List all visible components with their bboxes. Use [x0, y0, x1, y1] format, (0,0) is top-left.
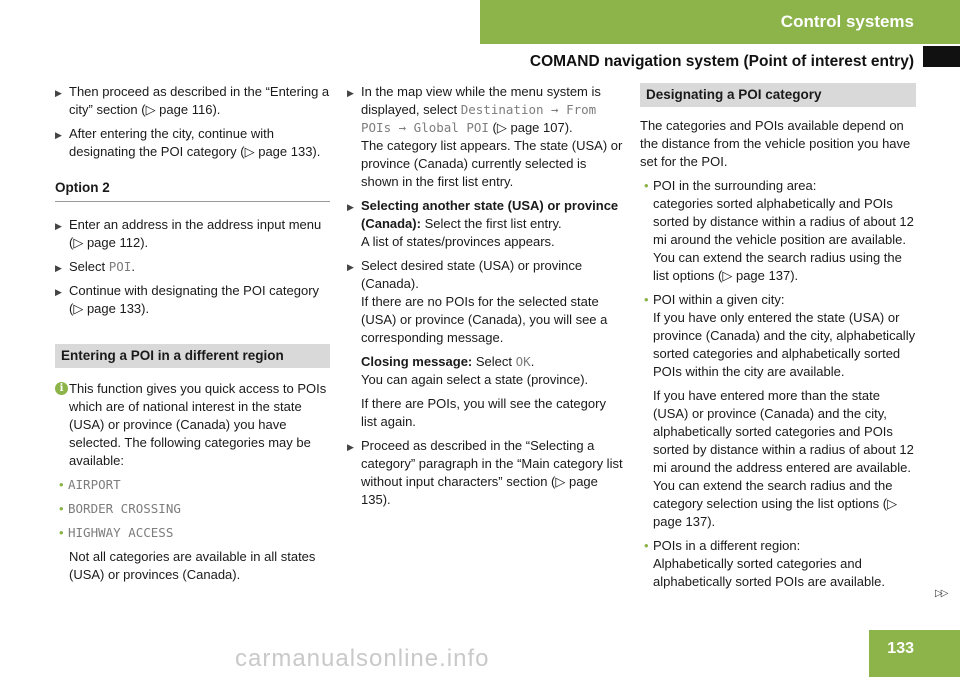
list-item	[640, 291, 916, 531]
list-item-text: If you have only entered the state (USA) or province (Canada) and the city, alphabetically sorted categories and alphabetically sorted POIs within the city are available.	[653, 310, 916, 379]
step-arrow-icon: ▶	[347, 442, 354, 452]
step-item	[55, 125, 330, 161]
step-text: .	[530, 354, 535, 369]
step-text: After entering the city, continue with designating the POI category (▷ page 133).	[69, 126, 321, 159]
column-middle	[347, 83, 625, 515]
list-item	[640, 177, 916, 285]
step-bold-label: Selecting another state (USA) or province (Canada):	[361, 198, 619, 231]
step-item	[55, 216, 330, 252]
section-heading: Designating a POI category	[640, 83, 916, 107]
step-arrow-icon: ▶	[55, 88, 62, 98]
step-arrow-icon: ▶	[347, 202, 354, 212]
step-text: In the map view while the menu system is displayed, select	[361, 84, 601, 117]
menu-item-code: OK	[515, 354, 531, 369]
step-item	[55, 83, 330, 119]
list-item-text: Alphabetically sorted categories and alphabetically sorted POIs are available.	[653, 556, 885, 589]
step-result: A list of states/provinces appears.	[361, 234, 555, 249]
list-item-title: POIs in a different region:	[653, 538, 801, 553]
category-code: AIRPORT	[68, 477, 121, 492]
step-result: You can again select a state (province).	[361, 372, 589, 387]
bullet-icon: •	[59, 525, 64, 540]
step-item	[347, 83, 625, 191]
step-result: If there are no POIs for the selected state (USA) or province (Canada), you will see a corresponding message.	[361, 294, 608, 345]
closing-note: Not all categories are available in all states (USA) or provinces (Canada).	[69, 549, 316, 582]
section-title: Control systems	[780, 12, 914, 31]
page-title: COMAND navigation system (Point of interest entry)	[529, 53, 914, 70]
step-text: Select	[472, 354, 516, 369]
intro-text: The categories and POIs available depend on the distance from the vehicle position you have set for the POI.	[640, 118, 911, 169]
continue-arrows-icon: ▷▷	[935, 588, 947, 599]
watermark: carmanualsonline.info	[235, 645, 490, 672]
step-result: The category list appears. The state (USA) or province (Canada) currently selected is shown in the first list entry.	[361, 138, 623, 189]
info-icon: i	[55, 382, 68, 395]
menu-item-code: POI	[108, 259, 132, 274]
step-arrow-icon: ▶	[55, 221, 62, 231]
info-note	[55, 380, 330, 470]
category-item	[55, 476, 330, 494]
step-text: Proceed as described in the “Selecting a category” paragraph in the “Main category list without input characters” section (▷ page 135).	[361, 438, 623, 507]
category-code: HIGHWAY ACCESS	[68, 525, 174, 540]
step-text: Continue with designating the POI category (▷ page 133).	[69, 283, 320, 316]
bullet-icon: •	[644, 178, 649, 193]
bullet-icon: •	[59, 477, 64, 492]
step-text: Then proceed as described in the “Entering a city” section (▷ page 116).	[69, 84, 330, 117]
list-item	[640, 537, 916, 591]
page-number: 133	[887, 640, 914, 657]
category-item	[55, 500, 330, 518]
step-item	[347, 437, 625, 509]
list-item-title: POI in the surrounding area:	[653, 178, 817, 193]
step-arrow-icon: ▶	[347, 262, 354, 272]
step-text: .	[131, 259, 135, 274]
column-right	[640, 83, 916, 597]
step-text: Select the first list entry.	[420, 216, 562, 231]
step-text: Select	[69, 259, 109, 274]
step-text: Enter an address in the address input menu (▷ page 112).	[69, 217, 322, 250]
step-text: (▷ page 107).	[488, 120, 573, 135]
category-code: BORDER CROSSING	[68, 501, 181, 516]
header-tab-marker	[923, 46, 960, 67]
menu-path-code: Destination → From POIs → Global POI	[361, 102, 597, 135]
section-heading: Entering a POI in a different region	[55, 344, 330, 368]
list-item-title: POI within a given city:	[653, 292, 785, 307]
step-result: If there are POIs, you will see the category list again.	[361, 396, 606, 429]
step-item	[347, 197, 625, 251]
bullet-icon: •	[644, 538, 649, 553]
category-item	[55, 524, 330, 542]
step-arrow-icon: ▶	[55, 130, 62, 140]
step-text: Select desired state (USA) or province (Canada).	[361, 258, 583, 291]
info-text: This function gives you quick access to POIs which are of national interest in the state (USA) or province (Canada) you have selected. The following categories may be available:	[69, 381, 327, 468]
list-item-text: categories sorted alphabetically and POIs sorted by distance within a radius of about 12 mi around the vehicle position are available. You can extend the search radius using the list options (▷ page 137).	[653, 196, 914, 283]
page-number-box	[869, 630, 960, 677]
step-arrow-icon: ▶	[55, 287, 62, 297]
bullet-icon: •	[59, 501, 64, 516]
option-heading: Option 2	[55, 179, 330, 202]
bullet-icon: •	[644, 292, 649, 307]
step-arrow-icon: ▶	[347, 88, 354, 98]
step-arrow-icon: ▶	[55, 263, 62, 273]
step-bold-label: Closing message:	[361, 354, 473, 369]
list-item-text: If you have entered more than the state (USA) or province (Canada) and the city, alphabetically sorted categories and POIs sorted by distance within a radius of about 12 mi around the address entered are available. You can extend the search radius and the category selection using the list options (▷ page 137).	[653, 388, 914, 529]
step-item	[55, 282, 330, 318]
step-item	[55, 258, 330, 276]
closing-message-line	[361, 353, 625, 371]
step-item	[347, 257, 625, 431]
column-left	[55, 83, 330, 590]
